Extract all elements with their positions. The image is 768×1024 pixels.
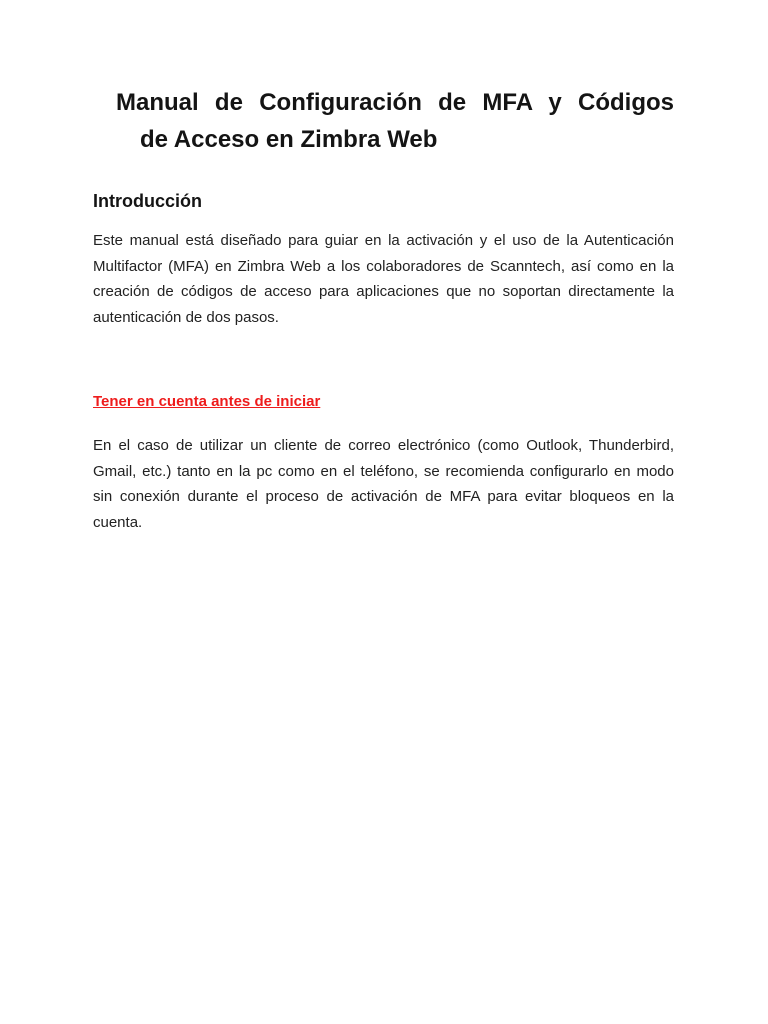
title-line-1: Manual de Configuración de MFA y Códigos xyxy=(116,89,674,116)
note-line: cuenta. xyxy=(93,513,143,531)
note-line: sin conexión durante el proceso de activación de MFA para evitar bloqueos en la xyxy=(93,488,674,505)
intro-paragraph xyxy=(93,228,674,330)
note-heading: Tener en cuenta antes de iniciar xyxy=(93,393,321,410)
intro-heading: Introducción xyxy=(93,191,202,211)
intro-line: creación de códigos de acceso para aplicaciones que no soportan directamente la xyxy=(93,283,674,300)
page-title xyxy=(116,84,674,158)
intro-line: autenticación de dos pasos. xyxy=(93,308,279,326)
note-line: En el caso de utilizar un cliente de correo electrónico (como Outlook, Thunderbird, xyxy=(93,437,674,454)
title-line-2: de Acceso en Zimbra Web xyxy=(140,126,438,153)
note-paragraph xyxy=(93,433,674,535)
intro-line: Multifactor (MFA) en Zimbra Web a los colaboradores de Scanntech, así como en la xyxy=(93,257,674,275)
note-line: Gmail, etc.) tanto en la pc como en el teléfono, se recomienda configurarlo en modo xyxy=(93,462,674,480)
intro-line: Este manual está diseñado para guiar en la activación y el uso de la Autenticación xyxy=(93,232,674,249)
